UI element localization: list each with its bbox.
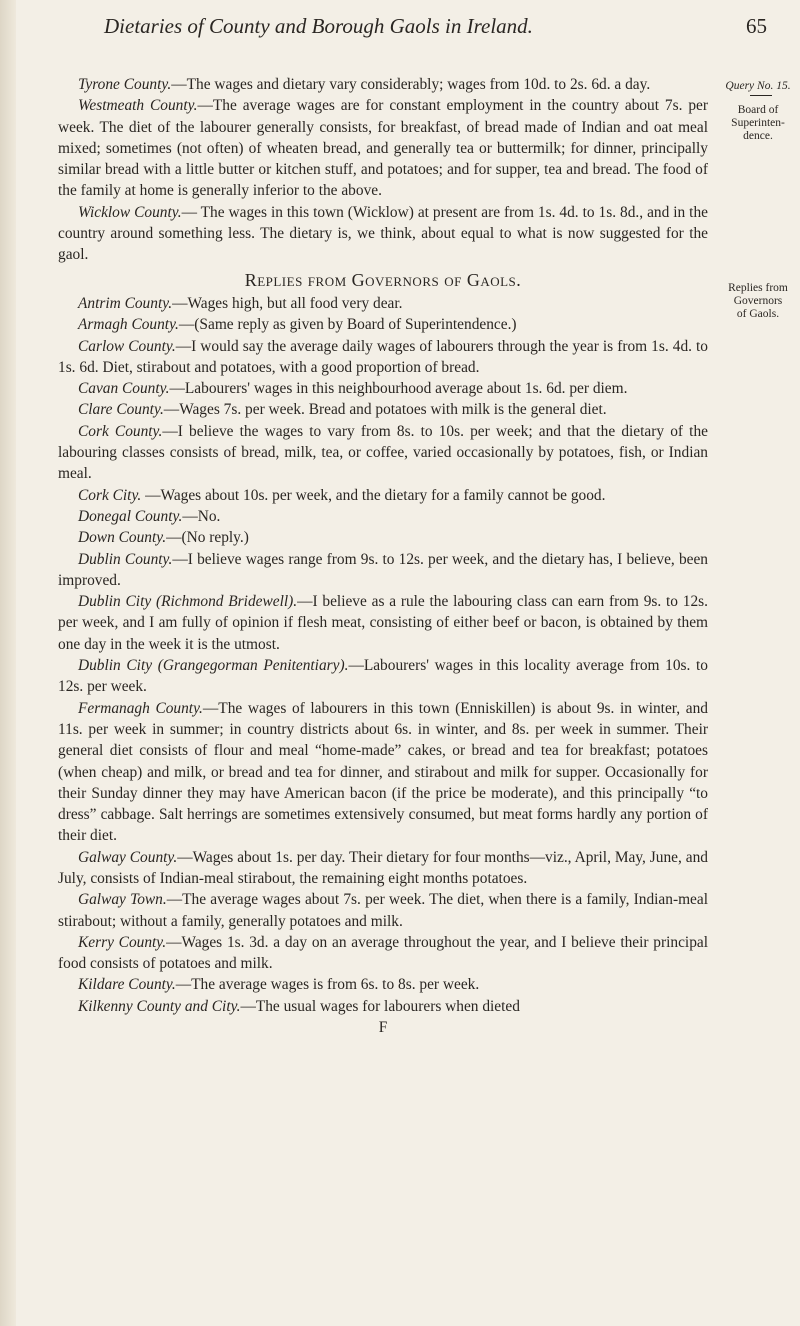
- entry-place: Cork City.: [78, 486, 142, 504]
- entry-place: Galway County.: [78, 848, 178, 866]
- entry-place: Cork County.: [78, 422, 163, 440]
- entry-text: —The wages and dietary vary considerably; wages from 10d. to 2s. 6d. a day.: [171, 76, 651, 93]
- entry-paragraph: [58, 202, 708, 266]
- entry-text: —The average wages about 7s. per week. The diet, when there is a family, Indian-meal stirabout; without a family, generally potatoes and milk.: [58, 891, 708, 930]
- entry-place: Galway Town.: [78, 891, 167, 909]
- entry-paragraph: [58, 485, 708, 506]
- margin-line: Superinten-: [731, 117, 785, 129]
- running-title: Dietaries of County and Borough Gaols in Ireland.: [104, 14, 533, 38]
- margin-line: Board of: [737, 104, 779, 116]
- entry-paragraph: [58, 293, 708, 314]
- entry-paragraph: [58, 655, 708, 698]
- page-body: [58, 74, 708, 1038]
- entry-text: —I believe as a rule the labouring class can earn from 9s. to 12s. per week, and I am fully of opinion if flesh meat, consisting of either beef or bacon, is obtained by them one day in the week it is the utmost.: [58, 593, 708, 653]
- entry-place: Clare County.: [78, 401, 164, 419]
- margin-note-replies: [716, 282, 800, 321]
- entry-place: Down County.: [78, 529, 167, 547]
- entry-place: Wicklow County.: [78, 203, 182, 221]
- entry-text: —I believe the wages to vary from 8s. to 10s. per week; and that the dietary of the labouring classes consists of bread, milk, tea, or coffee, varied occasionally by potatoes, fish, or Indian meal.: [58, 422, 708, 483]
- entry-paragraph: [58, 506, 708, 527]
- entry-text: —I would say the average daily wages of labourers through the year is from 1s. 4d. to 1s. 6d. Diet, stirabout and potatoes, with a good proportion of bread.: [58, 337, 709, 376]
- margin-line: of Gaols.: [736, 308, 780, 320]
- entry-text: —Wages 7s. per week. Bread and potatoes with milk is the general diet.: [163, 401, 607, 419]
- entry-paragraph: [58, 314, 708, 335]
- entry-place: Kildare County.: [78, 976, 176, 994]
- page-number: 65: [746, 14, 767, 38]
- signature-mark: F: [378, 1019, 388, 1037]
- margin-line: Replies from: [728, 282, 788, 294]
- entry-text: —The average wages is from 6s. to 8s. per week.: [175, 976, 480, 994]
- margin-note-board: [716, 104, 800, 143]
- entry-text: —Labourers' wages in this locality average from 10s. to 12s. per week.: [58, 657, 708, 696]
- entry-text: —Wages 1s. 3d. a day on an average throughout the year, and I believe their principal food consists of potatoes and milk.: [58, 933, 708, 973]
- entry-place: Antrim County.: [78, 294, 173, 312]
- entry-paragraph: [58, 378, 708, 399]
- margin-line: Governors: [733, 295, 783, 307]
- entry-place: Kilkenny County and City.: [78, 997, 241, 1015]
- entry-paragraph: [58, 527, 708, 548]
- entry-text: —I believe wages range from 9s. to 12s. per week, and the dietary has, I believe, been improved.: [58, 550, 708, 589]
- entry-text: —The usual wages for labourers when dieted: [240, 997, 520, 1015]
- entry-text: —(No reply.): [166, 529, 249, 547]
- entry-paragraph: [58, 698, 708, 847]
- entry-paragraph: [58, 932, 708, 975]
- entry-text: —Labourers' wages in this neighbourhood average about 1s. 6d. per diem.: [169, 380, 628, 398]
- entry-paragraph: [58, 974, 708, 995]
- entry-paragraph: [58, 336, 708, 379]
- entry-text: —The average wages are for constant employment in the country about 7s. per week. The diet of the labourer generally consists, for breakfast, of bread made of Indian and oat meal mixed; sometimes (not often) of wheaten bread, and generally tea or buttermilk; for dinner, principally similar bread with a little butter or kitchen stuff, and potatoes; and for supper, tea and bread. The food of the family at home is generally inferior to the above.: [58, 97, 709, 200]
- entry-paragraph: [58, 889, 708, 932]
- entry-place: Donegal County.: [78, 507, 183, 525]
- entry-place: Dublin County.: [78, 550, 173, 568]
- entry-paragraph: [58, 421, 708, 485]
- entry-paragraph: [58, 996, 708, 1017]
- entry-paragraph: [58, 847, 708, 890]
- entry-place: Fermanagh County.: [78, 699, 203, 717]
- entry-text: —Wages about 10s. per week, and the dietary for a family cannot be good.: [141, 486, 606, 504]
- entry-text: —No.: [182, 507, 221, 525]
- entry-place: Armagh County.: [78, 316, 179, 334]
- entry-paragraph: [58, 399, 708, 420]
- margin-line: dence.: [743, 130, 773, 142]
- entry-paragraph: [58, 95, 708, 201]
- entry-text: —The wages of labourers in this town (Enniskillen) is about 9s. in winter, and 11s. per week in summer; in country districts about 6s. in winter, and 8s. per week in summer. Their general diet consists of flour and meal “home-made” cakes, or bread and tea for breakfast; potatoes (when cheap) and milk, or bread and tea for dinner, and stirabout and milk for supper. Occasionally for their Sunday dinner they may have American bacon (if the price be moderate), and this principally “to dress” cabbage. Salt herrings are sometimes extensively consumed, but meat forms hardly any portion of their diet.: [58, 699, 708, 845]
- running-header: [0, 12, 800, 38]
- entry-place: Dublin City (Grangegorman Penitentiary).: [78, 657, 349, 675]
- entry-text: —Wages about 1s. per day. Their dietary for four months—viz., April, May, June, and July, consists of Indian-meal stirabout, the remaining eight months potatoes.: [58, 848, 708, 887]
- entry-place: Tyrone County.: [78, 76, 172, 93]
- entry-place: Carlow County.: [78, 337, 176, 355]
- entry-place: Kerry County.: [78, 933, 167, 951]
- margin-note-query: [716, 80, 800, 96]
- entry-place: Dublin City (Richmond Bridewell).: [78, 593, 298, 611]
- entry-paragraph: [58, 591, 708, 655]
- query-number: Query No. 15.: [725, 80, 791, 92]
- entry-place: Westmeath County.: [78, 97, 198, 115]
- margin-rule: [750, 95, 772, 96]
- entry-text: — The wages in this town (Wicklow) at present are from 1s. 4d. to 1s. 8d., and in the country around something less. The dietary is, we think, about equal to what is now suggested for the gaol.: [58, 203, 708, 264]
- entry-paragraph: [58, 74, 708, 95]
- binding-gutter: [0, 0, 16, 1326]
- entry-text: —Wages high, but all food very dear.: [172, 294, 403, 312]
- entry-text: —(Same reply as given by Board of Superintendence.): [178, 316, 517, 334]
- entry-paragraph: [58, 549, 708, 592]
- section-heading: Replies from Governors of Gaols.: [244, 269, 522, 290]
- entry-place: Cavan County.: [78, 380, 170, 398]
